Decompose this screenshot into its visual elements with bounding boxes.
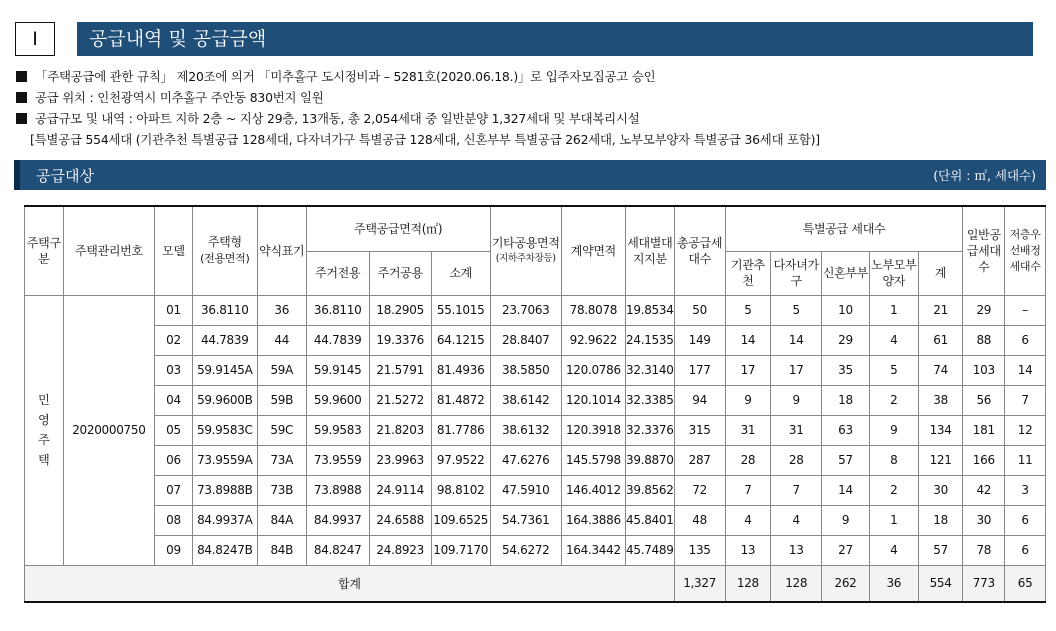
abbr-cell: 59B <box>257 385 306 415</box>
table-row <box>25 505 1046 535</box>
type-cell: 59.9583C <box>192 415 257 445</box>
header-housing-type-sub: (전용면적) <box>200 252 250 266</box>
contract-cell: 78.8078 <box>561 295 625 325</box>
other-common-cell: 23.7063 <box>490 295 561 325</box>
land-cell: 39.8870 <box>625 445 674 475</box>
housing-div-cell: 민영주택 <box>25 295 64 565</box>
model-cell: 04 <box>155 385 193 415</box>
low-floor-cell: 14 <box>1005 355 1046 385</box>
land-cell: 45.7489 <box>625 535 674 565</box>
type-cell: 84.8247B <box>192 535 257 565</box>
common-cell: 19.3376 <box>369 325 431 355</box>
elderly-cell: 2 <box>869 385 918 415</box>
header-abbr: 약식표기 <box>257 206 306 295</box>
general-cell: 29 <box>963 295 1005 325</box>
header-model: 모델 <box>155 206 193 295</box>
special-sum-cell: 38 <box>918 385 963 415</box>
model-cell: 01 <box>155 295 193 325</box>
newlywed-cell: 29 <box>822 325 870 355</box>
table-row <box>25 445 1046 475</box>
inst-cell: 28 <box>725 445 771 475</box>
total-supply-cell: 1,327 <box>674 565 725 602</box>
supply-table <box>24 205 1046 603</box>
unit-label: (단위 : ㎡, 세대수) <box>933 168 1036 183</box>
special-supply-note: [특별공급 554세대 (기관추천 특별공급 128세대, 다자녀가구 특별공급 128세대, 신혼부부 특별공급 262세대, 노부모부양자 특별공급 36세대 포함)] <box>30 132 820 147</box>
total-cell: 149 <box>674 325 725 355</box>
low-floor-cell: 12 <box>1005 415 1046 445</box>
newlywed-cell: 57 <box>822 445 870 475</box>
header-contract-area: 계약면적 <box>561 206 625 295</box>
subtotal-cell: 109.7170 <box>431 535 490 565</box>
special-sum-cell: 30 <box>918 475 963 505</box>
elderly-cell: 1 <box>869 295 918 325</box>
exclusive-cell: 84.9937 <box>306 505 369 535</box>
abbr-cell: 73B <box>257 475 306 505</box>
general-cell: 42 <box>963 475 1005 505</box>
other-common-cell: 38.6142 <box>490 385 561 415</box>
model-cell: 09 <box>155 535 193 565</box>
multi-cell: 13 <box>771 535 822 565</box>
abbr-cell: 73A <box>257 445 306 475</box>
land-cell: 19.8534 <box>625 295 674 325</box>
total-special-sum-cell: 554 <box>918 565 963 602</box>
header-common: 주거공용 <box>369 251 431 295</box>
supply-target-title: 공급대상 <box>36 166 94 185</box>
subtotal-cell: 64.1215 <box>431 325 490 355</box>
other-common-cell: 38.5850 <box>490 355 561 385</box>
model-cell: 02 <box>155 325 193 355</box>
total-general-cell: 773 <box>963 565 1005 602</box>
inst-cell: 13 <box>725 535 771 565</box>
contract-cell: 164.3886 <box>561 505 625 535</box>
table-row <box>25 535 1046 565</box>
elderly-cell: 8 <box>869 445 918 475</box>
abbr-cell: 59A <box>257 355 306 385</box>
header-newlywed: 신혼부부 <box>822 251 870 295</box>
total-newlywed-cell: 262 <box>822 565 870 602</box>
total-cell: 50 <box>674 295 725 325</box>
special-sum-cell: 74 <box>918 355 963 385</box>
header-low-floor: 저층우선배정세대수 <box>1005 206 1046 295</box>
model-cell: 08 <box>155 505 193 535</box>
model-cell: 03 <box>155 355 193 385</box>
elderly-cell: 5 <box>869 355 918 385</box>
newlywed-cell: 27 <box>822 535 870 565</box>
header-total-supply: 총공급세대수 <box>674 206 725 295</box>
abbr-cell: 84B <box>257 535 306 565</box>
header-housing-type-label: 주택형 <box>207 235 242 250</box>
common-cell: 18.2905 <box>369 295 431 325</box>
total-cell: 48 <box>674 505 725 535</box>
exclusive-cell: 59.9145 <box>306 355 369 385</box>
other-common-cell: 38.6132 <box>490 415 561 445</box>
multi-cell: 28 <box>771 445 822 475</box>
common-cell: 21.5791 <box>369 355 431 385</box>
total-inst-cell: 128 <box>725 565 771 602</box>
total-cell: 177 <box>674 355 725 385</box>
inst-cell: 17 <box>725 355 771 385</box>
land-cell: 32.3140 <box>625 355 674 385</box>
total-elderly-cell: 36 <box>869 565 918 602</box>
mgmt-no-cell: 2020000750 <box>63 295 155 565</box>
general-cell: 166 <box>963 445 1005 475</box>
multi-cell: 9 <box>771 385 822 415</box>
square-bullet-icon <box>16 113 27 124</box>
multi-cell: 4 <box>771 505 822 535</box>
other-common-cell: 28.8407 <box>490 325 561 355</box>
header-other-common <box>490 206 561 295</box>
subtotal-cell: 109.6525 <box>431 505 490 535</box>
table-row <box>25 475 1046 505</box>
type-cell: 44.7839 <box>192 325 257 355</box>
general-cell: 103 <box>963 355 1005 385</box>
bullet-text: 공급규모 및 내역 : 아파트 지하 2층 ~ 지상 29층, 13개동, 총 2,054세대 중 일반분양 1,327세대 및 부대복리시설 <box>35 111 640 126</box>
header-general-supply: 일반공급세대수 <box>963 206 1005 295</box>
type-cell: 73.8988B <box>192 475 257 505</box>
bullet-approval <box>16 66 1046 87</box>
common-cell: 24.6588 <box>369 505 431 535</box>
header-special-sum: 계 <box>918 251 963 295</box>
table-row <box>25 385 1046 415</box>
header-mgmt-no: 주택관리번호 <box>63 206 155 295</box>
common-cell: 23.9963 <box>369 445 431 475</box>
low-floor-cell: 7 <box>1005 385 1046 415</box>
header-other-common-label: 기타공용면적 <box>491 235 560 250</box>
other-common-cell: 47.5910 <box>490 475 561 505</box>
contract-cell: 146.4012 <box>561 475 625 505</box>
low-floor-cell: 11 <box>1005 445 1046 475</box>
multi-cell: 31 <box>771 415 822 445</box>
abbr-cell: 36 <box>257 295 306 325</box>
notice-bullets <box>16 66 1046 150</box>
newlywed-cell: 35 <box>822 355 870 385</box>
exclusive-cell: 36.8110 <box>306 295 369 325</box>
land-cell: 32.3385 <box>625 385 674 415</box>
special-sum-cell: 21 <box>918 295 963 325</box>
subtotal-cell: 97.9522 <box>431 445 490 475</box>
elderly-cell: 2 <box>869 475 918 505</box>
low-floor-cell: 6 <box>1005 325 1046 355</box>
bullet-scale <box>16 108 1046 129</box>
special-sum-cell: 134 <box>918 415 963 445</box>
multi-cell: 7 <box>771 475 822 505</box>
subtotal-cell: 98.8102 <box>431 475 490 505</box>
subtotal-cell: 81.4936 <box>431 355 490 385</box>
newlywed-cell: 18 <box>822 385 870 415</box>
header-housing-div: 주택구분 <box>25 206 64 295</box>
square-bullet-icon <box>16 71 27 82</box>
table-row <box>25 415 1046 445</box>
inst-cell: 14 <box>725 325 771 355</box>
common-cell: 24.8923 <box>369 535 431 565</box>
low-floor-cell: – <box>1005 295 1046 325</box>
other-common-cell: 47.6276 <box>490 445 561 475</box>
header-subtotal: 소계 <box>431 251 490 295</box>
multi-cell: 17 <box>771 355 822 385</box>
table-row <box>25 355 1046 385</box>
special-sum-cell: 121 <box>918 445 963 475</box>
other-common-cell: 54.7361 <box>490 505 561 535</box>
table-row <box>25 325 1046 355</box>
exclusive-cell: 44.7839 <box>306 325 369 355</box>
low-floor-cell: 6 <box>1005 505 1046 535</box>
abbr-cell: 84A <box>257 505 306 535</box>
newlywed-cell: 10 <box>822 295 870 325</box>
header-other-common-sub: (지하주차장등) <box>495 252 556 264</box>
total-cell: 72 <box>674 475 725 505</box>
total-cell: 287 <box>674 445 725 475</box>
contract-cell: 145.5798 <box>561 445 625 475</box>
land-cell: 32.3376 <box>625 415 674 445</box>
total-cell: 315 <box>674 415 725 445</box>
model-cell: 06 <box>155 445 193 475</box>
contract-cell: 92.9622 <box>561 325 625 355</box>
special-sum-cell: 57 <box>918 535 963 565</box>
multi-cell: 14 <box>771 325 822 355</box>
type-cell: 84.9937A <box>192 505 257 535</box>
exclusive-cell: 73.8988 <box>306 475 369 505</box>
bullet-text: 「주택공급에 관한 규칙」 제20조에 의거 「미추홀구 도시정비과 – 5281호(2020.06.18.)」로 입주자모집공고 승인 <box>35 69 656 84</box>
total-multi-cell: 128 <box>771 565 822 602</box>
inst-cell: 5 <box>725 295 771 325</box>
header-housing-type <box>192 206 257 295</box>
elderly-cell: 4 <box>869 325 918 355</box>
abbr-cell: 44 <box>257 325 306 355</box>
section-title: 공급내역 및 공급금액 <box>77 22 1033 56</box>
header-institution: 기관추천 <box>725 251 771 295</box>
header-elderly: 노부모부양자 <box>869 251 918 295</box>
low-floor-cell: 3 <box>1005 475 1046 505</box>
header-land-share: 세대별대지지분 <box>625 206 674 295</box>
elderly-cell: 9 <box>869 415 918 445</box>
model-cell: 05 <box>155 415 193 445</box>
type-cell: 59.9145A <box>192 355 257 385</box>
total-cell: 94 <box>674 385 725 415</box>
subtotal-cell: 81.4872 <box>431 385 490 415</box>
total-cell: 135 <box>674 535 725 565</box>
common-cell: 21.5272 <box>369 385 431 415</box>
inst-cell: 7 <box>725 475 771 505</box>
general-cell: 78 <box>963 535 1005 565</box>
supply-target-header <box>14 160 1046 190</box>
other-common-cell: 54.6272 <box>490 535 561 565</box>
type-cell: 73.9559A <box>192 445 257 475</box>
multi-cell: 5 <box>771 295 822 325</box>
land-cell: 39.8562 <box>625 475 674 505</box>
exclusive-cell: 59.9600 <box>306 385 369 415</box>
inst-cell: 9 <box>725 385 771 415</box>
total-row <box>25 565 1046 602</box>
contract-cell: 120.3918 <box>561 415 625 445</box>
land-cell: 24.1535 <box>625 325 674 355</box>
bullet-text: 공급 위치 : 인천광역시 미추홀구 주안동 830번지 일원 <box>35 90 324 105</box>
type-cell: 36.8110 <box>192 295 257 325</box>
header-supply-area: 주택공급면적(㎡) <box>306 206 490 251</box>
general-cell: 181 <box>963 415 1005 445</box>
subtotal-cell: 81.7786 <box>431 415 490 445</box>
exclusive-cell: 84.8247 <box>306 535 369 565</box>
contract-cell: 120.0786 <box>561 355 625 385</box>
abbr-cell: 59C <box>257 415 306 445</box>
exclusive-cell: 73.9559 <box>306 445 369 475</box>
header-multi-child: 다자녀가구 <box>771 251 822 295</box>
total-low-floor-cell: 65 <box>1005 565 1046 602</box>
total-label: 합계 <box>25 565 675 602</box>
header-exclusive: 주거전용 <box>306 251 369 295</box>
special-sum-cell: 61 <box>918 325 963 355</box>
newlywed-cell: 9 <box>822 505 870 535</box>
exclusive-cell: 59.9583 <box>306 415 369 445</box>
square-bullet-icon <box>16 92 27 103</box>
bullet-location <box>16 87 1046 108</box>
elderly-cell: 1 <box>869 505 918 535</box>
table-row <box>25 295 1046 325</box>
model-cell: 07 <box>155 475 193 505</box>
subtotal-cell: 55.1015 <box>431 295 490 325</box>
inst-cell: 31 <box>725 415 771 445</box>
contract-cell: 120.1014 <box>561 385 625 415</box>
general-cell: 56 <box>963 385 1005 415</box>
common-cell: 21.8203 <box>369 415 431 445</box>
type-cell: 59.9600B <box>192 385 257 415</box>
contract-cell: 164.3442 <box>561 535 625 565</box>
land-cell: 45.8401 <box>625 505 674 535</box>
common-cell: 24.9114 <box>369 475 431 505</box>
special-sum-cell: 18 <box>918 505 963 535</box>
general-cell: 30 <box>963 505 1005 535</box>
section-number: I <box>15 22 55 56</box>
inst-cell: 4 <box>725 505 771 535</box>
low-floor-cell: 6 <box>1005 535 1046 565</box>
header-special-supply: 특별공급 세대수 <box>725 206 963 251</box>
general-cell: 88 <box>963 325 1005 355</box>
newlywed-cell: 63 <box>822 415 870 445</box>
newlywed-cell: 14 <box>822 475 870 505</box>
elderly-cell: 4 <box>869 535 918 565</box>
